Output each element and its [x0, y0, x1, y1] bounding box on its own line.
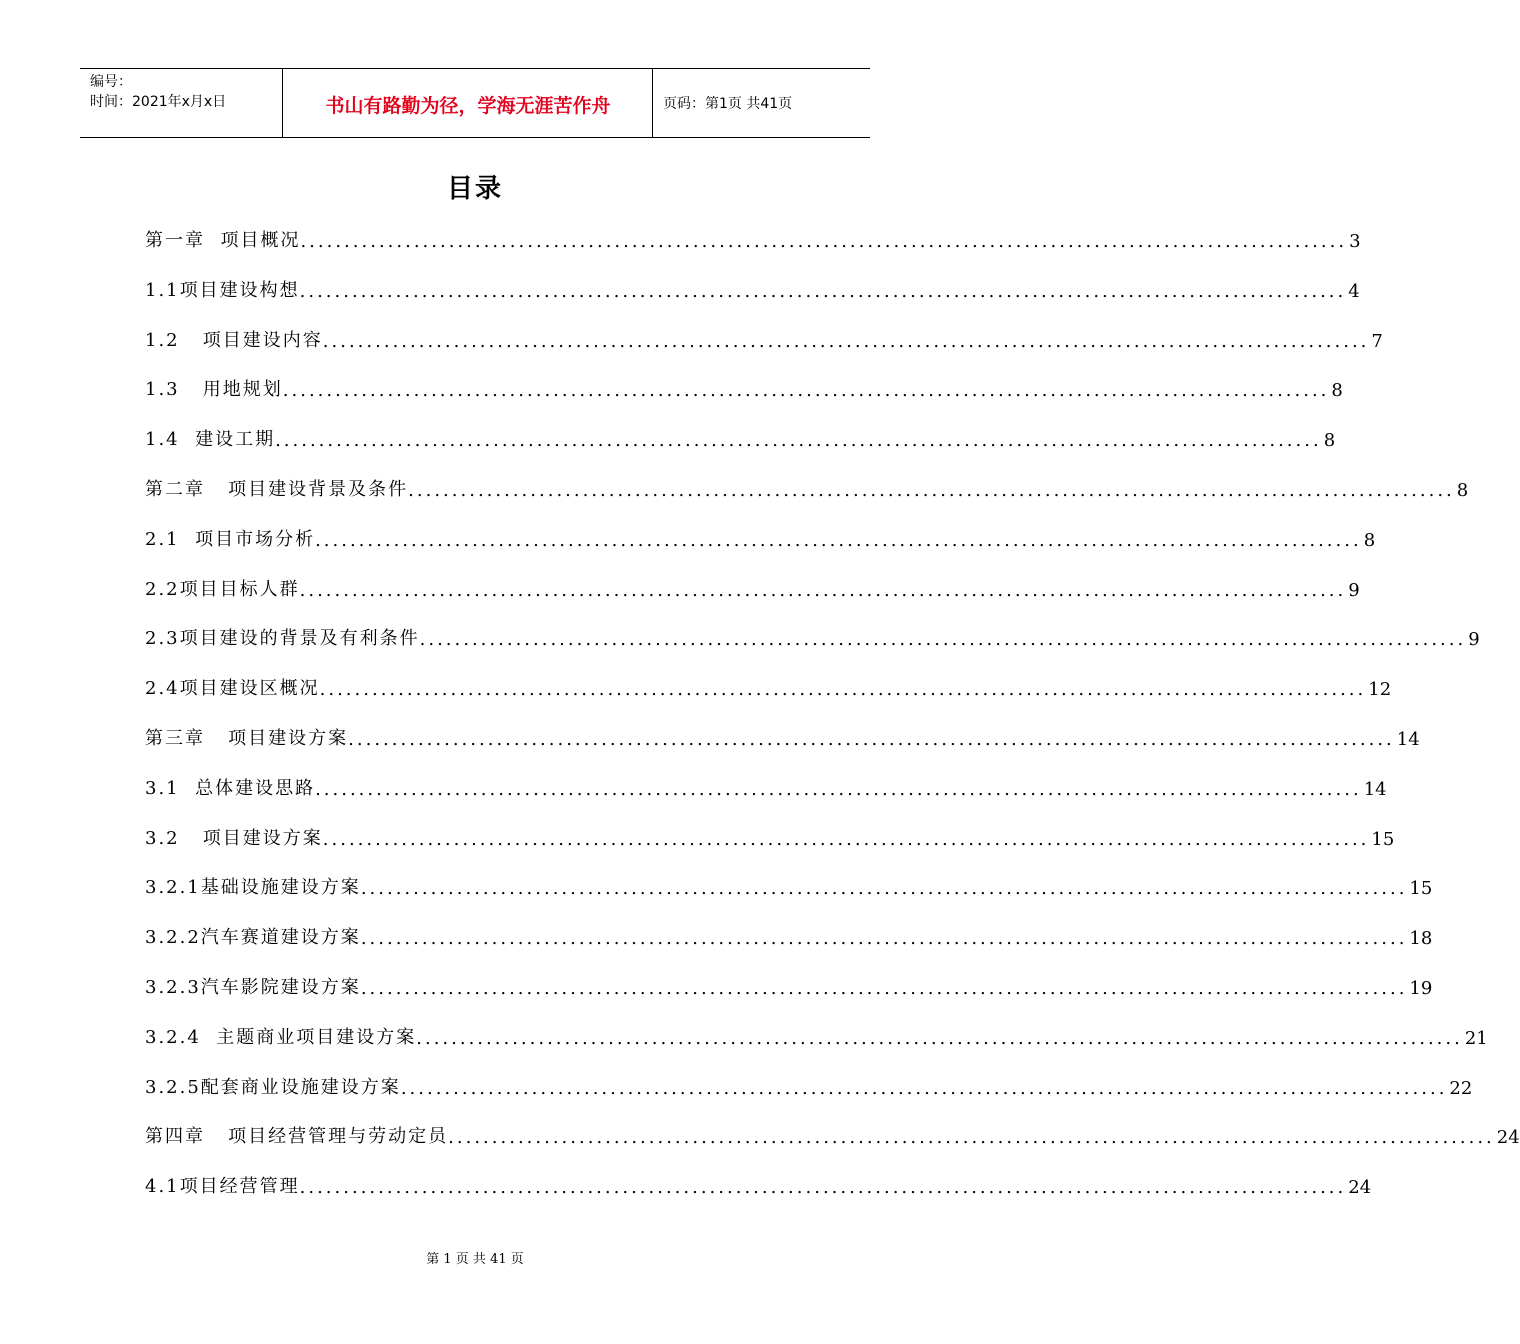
toc-entry-label: 3.2 项目建设方案 [145, 827, 323, 849]
toc-entry-label: 4.1项目经营管理 [145, 1176, 300, 1198]
toc-entry[interactable] [145, 917, 1433, 950]
toc-entry-page: 9 [1468, 629, 1480, 651]
toc-dot-leader: ........................................................................................................................ [419, 629, 1467, 651]
toc-dot-leader: ........................................................................................................................ [282, 380, 1330, 402]
toc-entry-label: 2.4项目建设区概况 [145, 678, 320, 700]
toc-entry[interactable] [145, 618, 1480, 651]
toc-entry-label: 第四章 项目经营管理与劳动定员 [145, 1126, 449, 1148]
toc-dot-leader: ........................................................................................................................ [322, 828, 1370, 850]
toc-dot-leader: ........................................................................................................................ [299, 579, 1347, 601]
toc-entry-page: 14 [1363, 778, 1387, 800]
document-number-label: 编号： [90, 74, 132, 90]
toc-dot-leader: ........................................................................................................................ [300, 231, 1348, 252]
toc-entry-page: 8 [1363, 529, 1376, 551]
toc-entry[interactable] [145, 1067, 1473, 1099]
toc-dot-leader: ........................................................................................................................ [299, 1177, 1347, 1199]
toc-entry[interactable] [145, 1166, 1372, 1199]
toc-entry-label: 3.2.5配套商业设施建设方案 [145, 1076, 401, 1098]
toc-entry-page: 19 [1409, 978, 1433, 999]
toc-dot-leader: ........................................................................................................................ [360, 878, 1408, 900]
toc-entry[interactable] [145, 419, 1336, 452]
toc-dot-leader: ........................................................................................................................ [360, 978, 1408, 999]
document-time-label: 时间：2021年x月x日 [90, 94, 227, 110]
document-header [80, 68, 870, 138]
toc-entry-label: 1.4 建设工期 [145, 429, 276, 451]
toc-entry-label: 第三章 项目建设方案 [145, 728, 349, 749]
toc-entry-page: 9 [1348, 579, 1360, 601]
header-motto: 书山有路勤为径，学海无涯苦作舟 [325, 95, 611, 117]
toc-dot-leader: ........................................................................................................................ [315, 778, 1362, 800]
toc-entry[interactable] [145, 369, 1343, 402]
toc-entry[interactable] [145, 569, 1360, 601]
page-footer: 第 1 页 共 41 页 [426, 1252, 524, 1267]
toc-entry-page: 4 [1348, 280, 1360, 302]
toc-entry[interactable] [145, 320, 1383, 352]
toc-entry-label: 2.3项目建设的背景及有利条件 [145, 628, 420, 650]
toc-entry-label: 2.1 项目市场分析 [145, 528, 316, 550]
toc-entry[interactable] [145, 718, 1420, 750]
toc-dot-leader: ........................................................................................................................ [448, 1127, 1495, 1149]
toc-dot-leader: ........................................................................................................................ [416, 1027, 1463, 1049]
toc-entry[interactable] [145, 668, 1392, 701]
toc-entry-page: 14 [1396, 729, 1420, 750]
toc-entry-page: 8 [1323, 430, 1336, 452]
toc-dot-leader: ........................................................................................................................ [322, 330, 1370, 352]
toc-entry-page: 21 [1464, 1027, 1488, 1049]
toc-dot-leader: ........................................................................................................................ [315, 529, 1362, 551]
toc-entry-label: 2.2项目目标人群 [145, 578, 300, 600]
toc-entry-label: 第一章 项目概况 [145, 230, 301, 251]
toc-dot-leader: ........................................................................................................................ [400, 1077, 1448, 1099]
toc-entry-page: 8 [1456, 480, 1469, 501]
toc-entry-page: 8 [1331, 380, 1343, 402]
toc-entry-page: 18 [1409, 928, 1433, 950]
toc-entry[interactable] [145, 220, 1361, 252]
toc-entry[interactable] [145, 270, 1360, 302]
header-page-info: 页码：第1页 共41页 [663, 96, 793, 112]
header-page-cell [653, 69, 870, 137]
toc-entry-page: 12 [1368, 679, 1392, 701]
toc-dot-leader: ........................................................................................................................ [360, 928, 1408, 950]
toc-entry[interactable] [145, 1116, 1520, 1149]
toc-title: 目录 [446, 174, 503, 204]
toc-entry[interactable] [145, 967, 1433, 999]
toc-entry-page: 7 [1371, 330, 1383, 352]
toc-entry[interactable] [145, 867, 1433, 900]
toc-entry-label: 3.2.4 主题商业项目建设方案 [145, 1026, 417, 1048]
toc-dot-leader: ........................................................................................................................ [348, 729, 1395, 750]
toc-entry-label: 第二章 项目建设背景及条件 [145, 479, 409, 500]
toc-entry-page: 15 [1409, 878, 1433, 900]
header-meta-cell [80, 69, 283, 137]
toc-entry-label: 3.2.3汽车影院建设方案 [145, 977, 361, 998]
toc-entry[interactable] [145, 768, 1387, 800]
toc-entry-label: 1.2 项目建设内容 [145, 329, 323, 351]
toc-dot-leader: ........................................................................................................................ [408, 480, 1455, 501]
toc-dot-leader: ........................................................................................................................ [319, 679, 1367, 701]
toc-entry[interactable] [145, 519, 1376, 551]
toc-entry[interactable] [145, 469, 1469, 501]
toc-entry-page: 24 [1348, 1177, 1372, 1199]
toc-dot-leader: ........................................................................................................................ [275, 430, 1322, 452]
toc-entry-label: 1.1项目建设构想 [145, 279, 300, 301]
toc-entry[interactable] [145, 818, 1395, 850]
toc-entry[interactable] [145, 1017, 1488, 1049]
toc-entry-page: 22 [1449, 1077, 1473, 1099]
toc-entry-page: 3 [1349, 231, 1361, 252]
header-motto-cell [283, 69, 653, 137]
toc-entry-page: 24 [1496, 1127, 1520, 1149]
toc-dot-leader: ........................................................................................................................ [299, 280, 1347, 302]
toc-entry-page: 15 [1371, 828, 1395, 850]
toc-entry-label: 3.2.1基础设施建设方案 [145, 877, 361, 899]
toc-entry-label: 3.1 总体建设思路 [145, 777, 316, 799]
toc-entry-label: 1.3 用地规划 [145, 379, 283, 401]
toc-entry-label: 3.2.2汽车赛道建设方案 [145, 927, 361, 949]
